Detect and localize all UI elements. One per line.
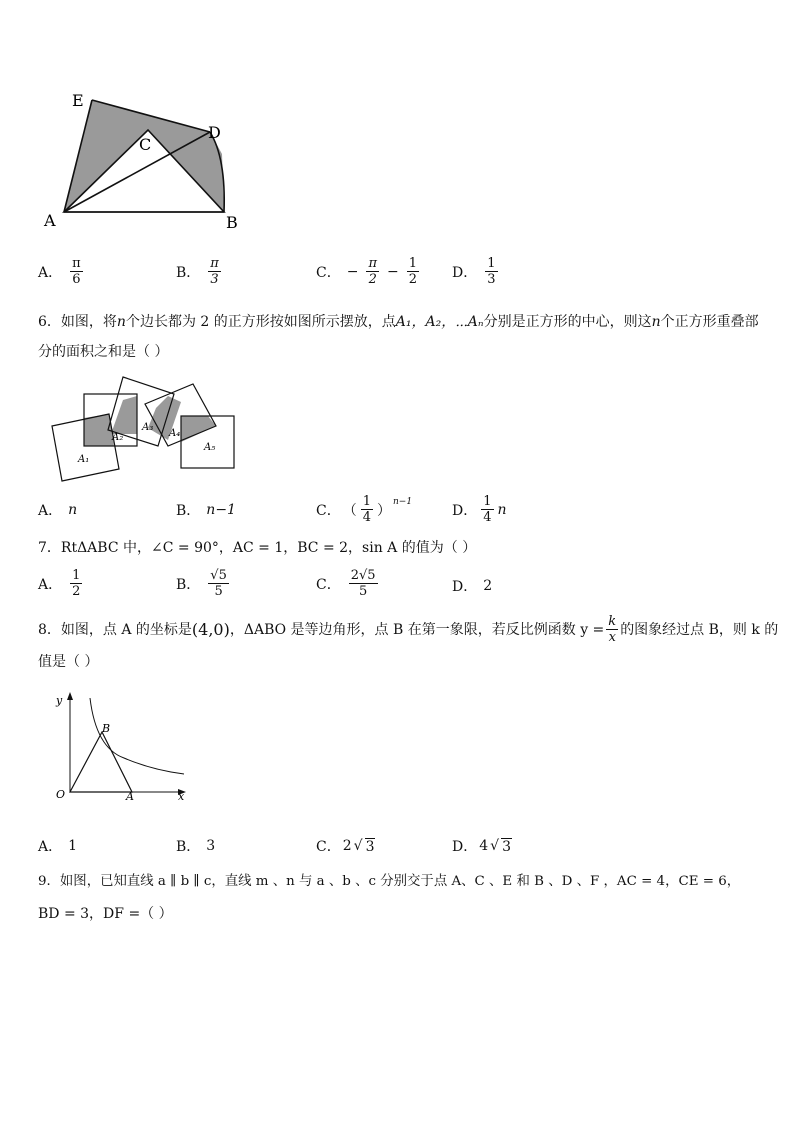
q8-option-c[interactable]: C． 2 √ 3 bbox=[316, 838, 375, 855]
q9-question-line1: 9．如图，已知直线 a ∥ b ∥ c，直线 m 、n 与 a 、b 、c 分别交于点 A、C 、E 和 B 、D 、F ，AC = 4，CE = 6， bbox=[38, 874, 741, 889]
option-letter: A． bbox=[38, 264, 63, 281]
label-a: A bbox=[126, 790, 134, 803]
q5-option-d[interactable] bbox=[452, 256, 500, 287]
label-a2: A₂ bbox=[112, 432, 124, 443]
option-letter: D． bbox=[452, 502, 478, 519]
label-a4: A₄ bbox=[169, 428, 181, 439]
option-letter: A． bbox=[38, 576, 63, 593]
fraction: $\frac{√5}{5}$ bbox=[210, 568, 227, 599]
option-letter: A． bbox=[38, 839, 63, 855]
q5-label-a: A bbox=[44, 211, 56, 230]
option-letter: C． bbox=[316, 502, 341, 519]
fraction: $\frac{1}{2}$ bbox=[72, 568, 81, 599]
option-letter: B． bbox=[176, 576, 201, 593]
q5-option-b[interactable] bbox=[176, 256, 223, 287]
fraction: $\frac{1}{4}$ bbox=[483, 494, 492, 525]
option-letter: C． bbox=[316, 264, 341, 281]
q6-figure bbox=[48, 374, 242, 484]
q8-figure bbox=[52, 688, 192, 804]
fraction: $\frac{1}{4}$ bbox=[362, 494, 371, 525]
overlap-region bbox=[111, 396, 137, 434]
q5-label-b: B bbox=[226, 213, 238, 232]
q7-option-a[interactable] bbox=[38, 568, 84, 599]
fraction: $\frac{1}{3}$ bbox=[487, 256, 496, 287]
label-a5: A₅ bbox=[204, 442, 216, 453]
fraction: $\frac{\pi}{3}$ bbox=[210, 256, 219, 287]
q6-question-line1: 6．如图，将n个边长都为 2 的正方形按如图所示摆放，点A₁，A₂，⋯Aₙ分别是正方形的中心，则这n个正方形重叠部 bbox=[38, 314, 759, 330]
triangle-abo bbox=[70, 732, 132, 792]
label-o: O bbox=[56, 788, 66, 801]
q5-label-c: C bbox=[139, 135, 152, 154]
fraction: $\frac{\pi}{2}$ bbox=[368, 256, 377, 287]
y-axis-arrow bbox=[67, 692, 73, 700]
fraction: $\frac{k}{x}$ bbox=[608, 614, 617, 645]
option-letter: B． bbox=[176, 839, 201, 855]
option-letter: A． bbox=[38, 503, 63, 519]
q5-label-d: D bbox=[208, 123, 221, 142]
q8-option-d[interactable]: D． 4 √ 3 bbox=[452, 838, 511, 855]
option-letter: B． bbox=[176, 264, 201, 281]
fraction: $\frac{2√5}{5}$ bbox=[350, 568, 376, 599]
q8-question-line1: 8．如图，点 A 的坐标是 (4,0) ，ΔABO 是等边角形，点 B 在第一象限，若反比例函数 y = $\frac{k}{x}$ 的图象经过点 B，则 k 的 bbox=[38, 614, 779, 645]
q6-option-b[interactable]: B． n−1 bbox=[176, 502, 236, 519]
label-b: B bbox=[102, 722, 111, 735]
label-y: y bbox=[56, 694, 63, 707]
q6-option-d[interactable]: D． $\frac{1}{4}$ n bbox=[452, 494, 507, 525]
q6-option-c[interactable]: C． （ $\frac{1}{4}$ ） $^{n-1}$ bbox=[316, 494, 413, 525]
q5-option-a[interactable] bbox=[38, 256, 85, 287]
option-letter: D． bbox=[452, 579, 478, 595]
label-a3: A₃ bbox=[142, 422, 154, 433]
q6-option-a[interactable]: A． n bbox=[38, 502, 78, 519]
q9-question-line2: BD = 3，DF =（ ） bbox=[38, 906, 173, 922]
option-letter: B． bbox=[176, 503, 201, 519]
fraction: $\frac{\pi}{6}$ bbox=[72, 256, 81, 287]
option-letter: C． bbox=[316, 576, 341, 593]
q8-option-a[interactable]: A． 1 bbox=[38, 838, 78, 855]
q8-option-b[interactable]: B． 3 bbox=[176, 838, 216, 855]
q5-label-e: E bbox=[72, 91, 84, 110]
label-a1: A₁ bbox=[78, 454, 90, 465]
fraction: $\frac{1}{2}$ bbox=[408, 256, 418, 287]
q6-question-line2: 分的面积之和是（ ） bbox=[38, 344, 169, 360]
option-letter: D． bbox=[452, 264, 478, 281]
q7-question: 7．RtΔABC 中，∠C = 90°，AC = 1，BC = 2，sin A 的值为（ ） bbox=[38, 540, 477, 556]
q7-option-d[interactable]: D． 2 bbox=[452, 578, 493, 595]
q5-option-c[interactable]: C． − $\frac{\pi}{2}$ − $\frac{1}{2}$ bbox=[316, 256, 418, 287]
q7-option-b[interactable] bbox=[176, 568, 231, 599]
q7-option-c[interactable] bbox=[316, 568, 380, 599]
option-letter: D． bbox=[452, 839, 478, 855]
option-letter: C． bbox=[316, 839, 341, 855]
q5-figure bbox=[40, 88, 260, 240]
q8-question-line2: 值是（ ） bbox=[38, 654, 99, 670]
label-x: x bbox=[178, 790, 185, 803]
